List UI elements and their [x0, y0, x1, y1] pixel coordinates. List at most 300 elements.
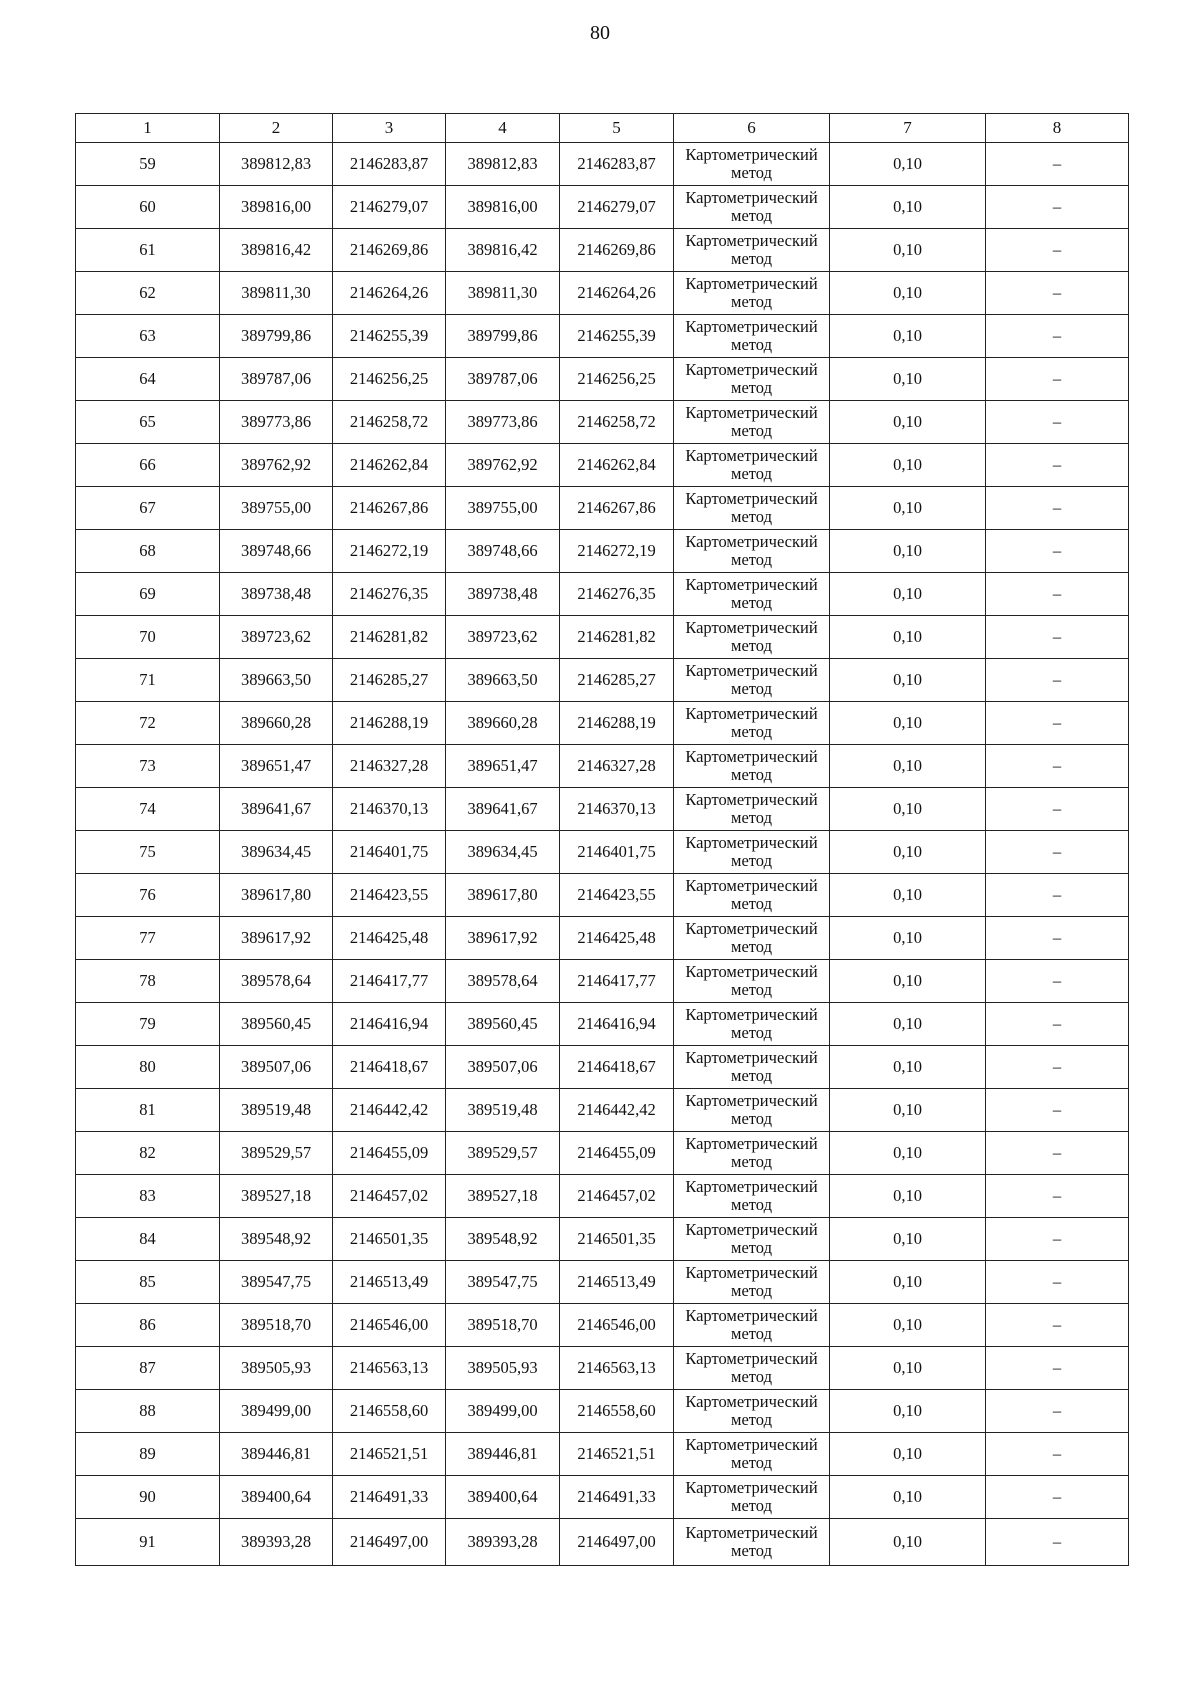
coord-x-new-cell: 389547,75: [446, 1261, 560, 1304]
accuracy-cell: 0,10: [830, 1003, 986, 1046]
point-number-cell: 77: [76, 917, 220, 960]
method-cell: [674, 401, 830, 444]
coord-x-new-cell: 389499,00: [446, 1390, 560, 1433]
coord-y-old-cell: 2146513,49: [333, 1261, 446, 1304]
method-label-line1: Картометрический: [685, 1306, 818, 1325]
notes-cell: –: [986, 487, 1129, 530]
method-cell: [674, 917, 830, 960]
table-row: [76, 616, 1129, 659]
notes-cell: –: [986, 530, 1129, 573]
notes-cell: –: [986, 444, 1129, 487]
method-label-line2: метод: [731, 206, 772, 225]
method-label-line1: Картометрический: [685, 145, 818, 164]
accuracy-cell: 0,10: [830, 1089, 986, 1132]
method-label-line1: Картометрический: [685, 274, 818, 293]
point-number-cell: 80: [76, 1046, 220, 1089]
table-row: [76, 745, 1129, 788]
method-label-line1: Картометрический: [685, 317, 818, 336]
table-row: [76, 143, 1129, 186]
table-row: [76, 1089, 1129, 1132]
notes-cell: –: [986, 186, 1129, 229]
coord-y-old-cell: 2146281,82: [333, 616, 446, 659]
method-label-line1: Картометрический: [685, 618, 818, 637]
accuracy-cell: 0,10: [830, 616, 986, 659]
point-number-cell: 86: [76, 1304, 220, 1347]
method-cell: [674, 1046, 830, 1089]
coord-x-old-cell: 389529,57: [220, 1132, 333, 1175]
coord-y-old-cell: 2146262,84: [333, 444, 446, 487]
method-cell: [674, 143, 830, 186]
point-number-cell: 75: [76, 831, 220, 874]
table-row: [76, 917, 1129, 960]
notes-cell: –: [986, 616, 1129, 659]
accuracy-cell: 0,10: [830, 831, 986, 874]
coord-x-new-cell: 389799,86: [446, 315, 560, 358]
notes-cell: –: [986, 1261, 1129, 1304]
table-row: [76, 1433, 1129, 1476]
accuracy-cell: 0,10: [830, 1132, 986, 1175]
header-row: [76, 114, 1129, 143]
coord-y-old-cell: 2146416,94: [333, 1003, 446, 1046]
point-number-cell: 64: [76, 358, 220, 401]
coord-y-new-cell: 2146546,00: [560, 1304, 674, 1347]
coord-x-old-cell: 389723,62: [220, 616, 333, 659]
coord-y-new-cell: 2146272,19: [560, 530, 674, 573]
accuracy-cell: 0,10: [830, 444, 986, 487]
method-label-line1: Картометрический: [685, 1349, 818, 1368]
column-header-2: 2: [220, 114, 333, 143]
method-label-line2: метод: [731, 851, 772, 870]
coord-x-old-cell: 389617,80: [220, 874, 333, 917]
accuracy-cell: 0,10: [830, 960, 986, 1003]
point-number-cell: 90: [76, 1476, 220, 1519]
coord-x-new-cell: 389634,45: [446, 831, 560, 874]
method-label-line2: метод: [731, 679, 772, 698]
coord-y-old-cell: 2146288,19: [333, 702, 446, 745]
table-row: [76, 1519, 1129, 1566]
point-number-cell: 67: [76, 487, 220, 530]
method-label-line1: Картометрический: [685, 1392, 818, 1411]
coord-y-new-cell: 2146285,27: [560, 659, 674, 702]
method-label-line2: метод: [731, 1453, 772, 1472]
point-number-cell: 66: [76, 444, 220, 487]
method-cell: [674, 1218, 830, 1261]
table-row: [76, 1261, 1129, 1304]
coord-x-old-cell: 389811,30: [220, 272, 333, 315]
method-label-line2: метод: [731, 937, 772, 956]
method-label-line2: метод: [731, 1324, 772, 1343]
coord-y-old-cell: 2146418,67: [333, 1046, 446, 1089]
point-number-cell: 85: [76, 1261, 220, 1304]
accuracy-cell: 0,10: [830, 229, 986, 272]
page-number: 80: [590, 22, 610, 44]
coord-y-old-cell: 2146546,00: [333, 1304, 446, 1347]
coord-x-new-cell: 389787,06: [446, 358, 560, 401]
coord-y-new-cell: 2146442,42: [560, 1089, 674, 1132]
method-label-line2: метод: [731, 163, 772, 182]
coord-x-old-cell: 389547,75: [220, 1261, 333, 1304]
column-header-6: 6: [674, 114, 830, 143]
coordinates-table: [75, 113, 1129, 1566]
notes-cell: –: [986, 1476, 1129, 1519]
coord-y-old-cell: 2146283,87: [333, 143, 446, 186]
method-label-line2: метод: [731, 1023, 772, 1042]
coord-x-old-cell: 389738,48: [220, 573, 333, 616]
coord-x-old-cell: 389505,93: [220, 1347, 333, 1390]
table-row: [76, 1476, 1129, 1519]
accuracy-cell: 0,10: [830, 530, 986, 573]
notes-cell: –: [986, 272, 1129, 315]
method-label-line1: Картометрический: [685, 919, 818, 938]
point-number-cell: 69: [76, 573, 220, 616]
point-number-cell: 78: [76, 960, 220, 1003]
method-label-line1: Картометрический: [685, 1263, 818, 1282]
coord-y-old-cell: 2146370,13: [333, 788, 446, 831]
method-label-line2: метод: [731, 894, 772, 913]
coord-y-new-cell: 2146501,35: [560, 1218, 674, 1261]
notes-cell: –: [986, 1175, 1129, 1218]
coord-x-new-cell: 389641,67: [446, 788, 560, 831]
coord-x-old-cell: 389499,00: [220, 1390, 333, 1433]
accuracy-cell: 0,10: [830, 1304, 986, 1347]
table-row: [76, 659, 1129, 702]
accuracy-cell: 0,10: [830, 487, 986, 530]
coord-x-old-cell: 389651,47: [220, 745, 333, 788]
coord-x-new-cell: 389617,92: [446, 917, 560, 960]
accuracy-cell: 0,10: [830, 788, 986, 831]
table-row: [76, 788, 1129, 831]
coord-y-new-cell: 2146521,51: [560, 1433, 674, 1476]
coord-x-old-cell: 389400,64: [220, 1476, 333, 1519]
coord-x-new-cell: 389446,81: [446, 1433, 560, 1476]
method-label-line1: Картометрический: [685, 1177, 818, 1196]
method-cell: [674, 315, 830, 358]
method-cell: [674, 229, 830, 272]
accuracy-cell: 0,10: [830, 1218, 986, 1261]
method-label-line2: метод: [731, 1066, 772, 1085]
coord-x-old-cell: 389548,92: [220, 1218, 333, 1261]
method-label-line1: Картометрический: [685, 231, 818, 250]
coord-x-old-cell: 389527,18: [220, 1175, 333, 1218]
accuracy-cell: 0,10: [830, 1175, 986, 1218]
column-header-8: 8: [986, 114, 1129, 143]
table-row: [76, 229, 1129, 272]
notes-cell: –: [986, 1304, 1129, 1347]
column-header-7: 7: [830, 114, 986, 143]
method-cell: [674, 444, 830, 487]
method-cell: [674, 1347, 830, 1390]
accuracy-cell: 0,10: [830, 659, 986, 702]
table-row: [76, 1390, 1129, 1433]
method-label-line1: Картометрический: [685, 575, 818, 594]
coord-x-new-cell: 389507,06: [446, 1046, 560, 1089]
method-label-line2: метод: [731, 550, 772, 569]
coord-x-new-cell: 389816,42: [446, 229, 560, 272]
coord-x-old-cell: 389578,64: [220, 960, 333, 1003]
accuracy-cell: 0,10: [830, 1390, 986, 1433]
point-number-cell: 81: [76, 1089, 220, 1132]
coord-y-old-cell: 2146258,72: [333, 401, 446, 444]
coord-x-old-cell: 389634,45: [220, 831, 333, 874]
coord-x-new-cell: 389400,64: [446, 1476, 560, 1519]
point-number-cell: 61: [76, 229, 220, 272]
accuracy-cell: 0,10: [830, 1261, 986, 1304]
method-label-line2: метод: [731, 1367, 772, 1386]
method-label-line1: Картометрический: [685, 1220, 818, 1239]
notes-cell: –: [986, 1433, 1129, 1476]
table-row: [76, 401, 1129, 444]
point-number-cell: 82: [76, 1132, 220, 1175]
accuracy-cell: 0,10: [830, 702, 986, 745]
coord-y-old-cell: 2146272,19: [333, 530, 446, 573]
coord-y-new-cell: 2146279,07: [560, 186, 674, 229]
notes-cell: –: [986, 788, 1129, 831]
coord-x-new-cell: 389660,28: [446, 702, 560, 745]
coord-x-old-cell: 389519,48: [220, 1089, 333, 1132]
coord-y-new-cell: 2146258,72: [560, 401, 674, 444]
method-label-line1: Картометрический: [685, 790, 818, 809]
method-cell: [674, 1175, 830, 1218]
notes-cell: –: [986, 745, 1129, 788]
coord-x-new-cell: 389560,45: [446, 1003, 560, 1046]
table-row: [76, 444, 1129, 487]
coord-x-new-cell: 389738,48: [446, 573, 560, 616]
coord-y-new-cell: 2146288,19: [560, 702, 674, 745]
coord-y-new-cell: 2146497,00: [560, 1519, 674, 1566]
method-cell: [674, 1003, 830, 1046]
table-row: [76, 1132, 1129, 1175]
method-label-line2: метод: [731, 722, 772, 741]
method-label-line2: метод: [731, 421, 772, 440]
coord-y-old-cell: 2146521,51: [333, 1433, 446, 1476]
coord-y-new-cell: 2146256,25: [560, 358, 674, 401]
point-number-cell: 62: [76, 272, 220, 315]
table-row: [76, 315, 1129, 358]
coord-x-new-cell: 389518,70: [446, 1304, 560, 1347]
method-label-line2: метод: [731, 335, 772, 354]
point-number-cell: 88: [76, 1390, 220, 1433]
accuracy-cell: 0,10: [830, 917, 986, 960]
coord-x-new-cell: 389748,66: [446, 530, 560, 573]
method-label-line1: Картометрический: [685, 661, 818, 680]
coord-x-old-cell: 389787,06: [220, 358, 333, 401]
coord-y-new-cell: 2146370,13: [560, 788, 674, 831]
method-label-line2: метод: [731, 507, 772, 526]
notes-cell: –: [986, 917, 1129, 960]
method-cell: [674, 1132, 830, 1175]
point-number-cell: 84: [76, 1218, 220, 1261]
coord-y-old-cell: 2146256,25: [333, 358, 446, 401]
table-row: [76, 1003, 1129, 1046]
coord-y-old-cell: 2146269,86: [333, 229, 446, 272]
point-number-cell: 63: [76, 315, 220, 358]
coord-y-new-cell: 2146255,39: [560, 315, 674, 358]
table-row: [76, 1175, 1129, 1218]
method-label-line2: метод: [731, 1238, 772, 1257]
coord-x-new-cell: 389529,57: [446, 1132, 560, 1175]
method-cell: [674, 1519, 830, 1566]
coord-y-new-cell: 2146264,26: [560, 272, 674, 315]
coord-x-new-cell: 389811,30: [446, 272, 560, 315]
coord-x-new-cell: 389755,00: [446, 487, 560, 530]
method-label-line2: метод: [731, 249, 772, 268]
coord-y-new-cell: 2146283,87: [560, 143, 674, 186]
method-label-line2: метод: [731, 1496, 772, 1515]
coord-x-old-cell: 389663,50: [220, 659, 333, 702]
coord-y-new-cell: 2146267,86: [560, 487, 674, 530]
coord-x-old-cell: 389748,66: [220, 530, 333, 573]
coord-x-old-cell: 389660,28: [220, 702, 333, 745]
method-label-line2: метод: [731, 1281, 772, 1300]
method-label-line1: Картометрический: [685, 1005, 818, 1024]
accuracy-cell: 0,10: [830, 272, 986, 315]
accuracy-cell: 0,10: [830, 186, 986, 229]
coord-x-old-cell: 389812,83: [220, 143, 333, 186]
coord-y-new-cell: 2146262,84: [560, 444, 674, 487]
point-number-cell: 68: [76, 530, 220, 573]
notes-cell: –: [986, 659, 1129, 702]
method-cell: [674, 960, 830, 1003]
method-label-line2: метод: [731, 980, 772, 999]
coord-x-old-cell: 389518,70: [220, 1304, 333, 1347]
point-number-cell: 74: [76, 788, 220, 831]
table-row: [76, 573, 1129, 616]
coord-y-new-cell: 2146558,60: [560, 1390, 674, 1433]
coord-y-new-cell: 2146401,75: [560, 831, 674, 874]
point-number-cell: 91: [76, 1519, 220, 1566]
coord-x-new-cell: 389812,83: [446, 143, 560, 186]
coord-y-old-cell: 2146267,86: [333, 487, 446, 530]
method-label-line2: метод: [731, 1109, 772, 1128]
method-cell: [674, 186, 830, 229]
method-label-line1: Картометрический: [685, 360, 818, 379]
point-number-cell: 65: [76, 401, 220, 444]
table-body: [76, 143, 1129, 1566]
coord-x-old-cell: 389641,67: [220, 788, 333, 831]
coord-y-new-cell: 2146416,94: [560, 1003, 674, 1046]
notes-cell: –: [986, 1003, 1129, 1046]
coord-y-new-cell: 2146457,02: [560, 1175, 674, 1218]
coord-x-old-cell: 389393,28: [220, 1519, 333, 1566]
coord-y-old-cell: 2146401,75: [333, 831, 446, 874]
notes-cell: –: [986, 702, 1129, 745]
point-number-cell: 60: [76, 186, 220, 229]
notes-cell: –: [986, 1519, 1129, 1566]
coord-x-new-cell: 389527,18: [446, 1175, 560, 1218]
coord-x-new-cell: 389651,47: [446, 745, 560, 788]
method-label-line1: Картометрический: [685, 532, 818, 551]
method-label-line1: Картометрический: [685, 1091, 818, 1110]
table-row: [76, 1304, 1129, 1347]
accuracy-cell: 0,10: [830, 1347, 986, 1390]
accuracy-cell: 0,10: [830, 1433, 986, 1476]
coord-y-old-cell: 2146442,42: [333, 1089, 446, 1132]
table-row: [76, 702, 1129, 745]
notes-cell: –: [986, 1218, 1129, 1261]
coord-y-new-cell: 2146513,49: [560, 1261, 674, 1304]
notes-cell: –: [986, 874, 1129, 917]
coord-x-new-cell: 389723,62: [446, 616, 560, 659]
method-cell: [674, 1390, 830, 1433]
coord-x-old-cell: 389446,81: [220, 1433, 333, 1476]
point-number-cell: 76: [76, 874, 220, 917]
coord-x-old-cell: 389799,86: [220, 315, 333, 358]
method-label-line2: метод: [731, 765, 772, 784]
coord-y-old-cell: 2146563,13: [333, 1347, 446, 1390]
coord-y-old-cell: 2146255,39: [333, 315, 446, 358]
coord-y-old-cell: 2146455,09: [333, 1132, 446, 1175]
method-label-line2: метод: [731, 1195, 772, 1214]
coord-y-old-cell: 2146276,35: [333, 573, 446, 616]
notes-cell: –: [986, 573, 1129, 616]
coord-x-old-cell: 389507,06: [220, 1046, 333, 1089]
method-cell: [674, 272, 830, 315]
point-number-cell: 71: [76, 659, 220, 702]
method-cell: [674, 1261, 830, 1304]
table-row: [76, 1046, 1129, 1089]
coord-y-new-cell: 2146269,86: [560, 229, 674, 272]
method-cell: [674, 831, 830, 874]
point-number-cell: 70: [76, 616, 220, 659]
method-label-line1: Картометрический: [685, 876, 818, 895]
method-label-line1: Картометрический: [685, 1523, 818, 1542]
coord-y-new-cell: 2146327,28: [560, 745, 674, 788]
accuracy-cell: 0,10: [830, 1519, 986, 1566]
method-label-line1: Картометрический: [685, 403, 818, 422]
method-label-line2: метод: [731, 1541, 772, 1560]
column-header-1: 1: [76, 114, 220, 143]
method-label-line2: метод: [731, 1410, 772, 1429]
method-cell: [674, 1476, 830, 1519]
method-label-line2: метод: [731, 292, 772, 311]
method-label-line1: Картометрический: [685, 1435, 818, 1454]
coord-y-new-cell: 2146417,77: [560, 960, 674, 1003]
coord-x-new-cell: 389548,92: [446, 1218, 560, 1261]
coord-x-new-cell: 389773,86: [446, 401, 560, 444]
column-header-5: 5: [560, 114, 674, 143]
coord-x-old-cell: 389816,42: [220, 229, 333, 272]
coord-x-new-cell: 389505,93: [446, 1347, 560, 1390]
notes-cell: –: [986, 1347, 1129, 1390]
column-header-4: 4: [446, 114, 560, 143]
method-label-line1: Картометрический: [685, 489, 818, 508]
coord-y-old-cell: 2146497,00: [333, 1519, 446, 1566]
point-number-cell: 87: [76, 1347, 220, 1390]
method-cell: [674, 1433, 830, 1476]
method-cell: [674, 788, 830, 831]
accuracy-cell: 0,10: [830, 1476, 986, 1519]
coord-y-new-cell: 2146563,13: [560, 1347, 674, 1390]
coord-y-old-cell: 2146425,48: [333, 917, 446, 960]
coord-y-old-cell: 2146264,26: [333, 272, 446, 315]
coord-y-new-cell: 2146423,55: [560, 874, 674, 917]
point-number-cell: 59: [76, 143, 220, 186]
coord-x-new-cell: 389578,64: [446, 960, 560, 1003]
coord-y-new-cell: 2146455,09: [560, 1132, 674, 1175]
accuracy-cell: 0,10: [830, 1046, 986, 1089]
notes-cell: –: [986, 1089, 1129, 1132]
coord-y-old-cell: 2146417,77: [333, 960, 446, 1003]
notes-cell: –: [986, 960, 1129, 1003]
notes-cell: –: [986, 1046, 1129, 1089]
method-cell: [674, 874, 830, 917]
coord-y-new-cell: 2146276,35: [560, 573, 674, 616]
point-number-cell: 83: [76, 1175, 220, 1218]
accuracy-cell: 0,10: [830, 573, 986, 616]
method-label-line1: Картометрический: [685, 704, 818, 723]
coord-y-old-cell: 2146558,60: [333, 1390, 446, 1433]
coord-x-old-cell: 389755,00: [220, 487, 333, 530]
